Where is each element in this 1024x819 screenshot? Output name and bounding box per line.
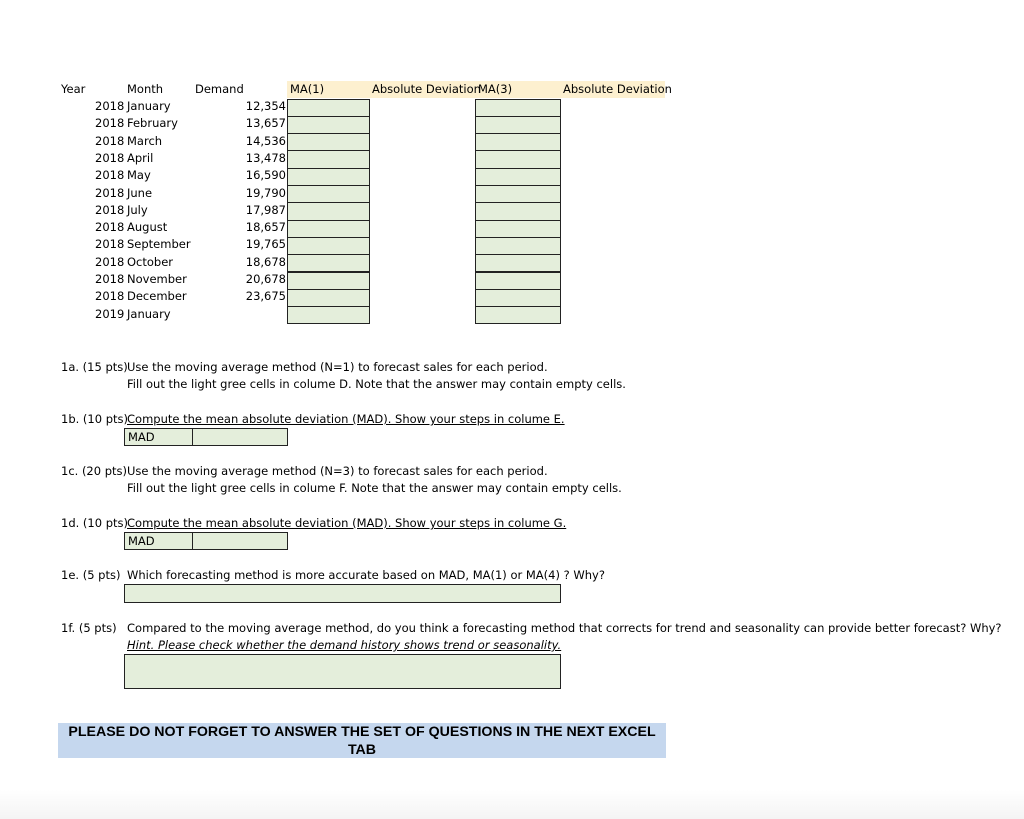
row-month: March bbox=[127, 133, 163, 148]
row-demand: 13,478 bbox=[245, 150, 286, 165]
header-abs-dev-1: Absolute Deviation bbox=[372, 82, 481, 96]
q1e-text: Which forecasting method is more accurate based on MAD, MA(1) or MA(4) ? Why? bbox=[127, 568, 605, 582]
ma3-input-cell[interactable] bbox=[475, 289, 561, 307]
row-demand: 23,675 bbox=[245, 289, 286, 304]
ma3-input-cell[interactable] bbox=[475, 272, 561, 290]
header-year: Year bbox=[61, 82, 86, 96]
row-month: September bbox=[127, 237, 191, 252]
ma1-input-cell[interactable] bbox=[287, 220, 370, 238]
row-demand: 19,765 bbox=[245, 237, 286, 252]
q1c-text: Use the moving average method (N=3) to forecast sales for each period. bbox=[127, 464, 548, 478]
row-year: 2018 bbox=[95, 237, 125, 252]
q1d-text: Compute the mean absolute deviation (MAD). Show your steps in colume G. bbox=[127, 516, 567, 530]
row-month: February bbox=[127, 116, 178, 131]
reminder-banner bbox=[58, 723, 666, 758]
ma1-input-cell[interactable] bbox=[287, 272, 370, 290]
ma1-input-cell[interactable] bbox=[287, 202, 370, 220]
banner-line-1: PLEASE DO NOT FORGET TO ANSWER THE SET OF QUESTIONS IN THE NEXT EXCEL bbox=[68, 724, 656, 740]
header-demand: Demand bbox=[195, 82, 244, 96]
row-year: 2018 bbox=[95, 289, 125, 304]
page-bottom-edge bbox=[0, 790, 1024, 819]
ma1-input-cell[interactable] bbox=[287, 150, 370, 168]
row-month: October bbox=[127, 254, 174, 269]
row-year: 2019 bbox=[95, 306, 125, 321]
row-month: April bbox=[127, 150, 154, 165]
ma1-input-cell[interactable] bbox=[287, 289, 370, 307]
q1c-label: 1c. (20 pts) bbox=[61, 464, 128, 478]
row-year: 2018 bbox=[95, 168, 125, 183]
q1f-text: Compared to the moving average method, do you think a forecasting method that corrects for trend and seasonality can provide better forecast? Why? bbox=[127, 621, 1002, 635]
row-month: January bbox=[127, 99, 171, 113]
row-year: 2018 bbox=[95, 254, 125, 269]
ma3-input-cell[interactable] bbox=[475, 254, 561, 272]
ma3-input-cell[interactable] bbox=[475, 150, 561, 168]
header-ma1: MA(1) bbox=[290, 82, 325, 96]
row-month: August bbox=[127, 220, 168, 235]
row-month: June bbox=[127, 185, 153, 200]
row-year: 2018 bbox=[95, 202, 125, 217]
row-month: December bbox=[127, 289, 187, 304]
row-month: November bbox=[127, 272, 187, 286]
ma1-input-cell[interactable] bbox=[287, 133, 370, 151]
q1b-mad-input[interactable] bbox=[192, 428, 288, 446]
q1b-mad-label: MAD bbox=[124, 428, 193, 446]
ma3-input-cell[interactable] bbox=[475, 99, 561, 117]
row-demand: 20,678 bbox=[245, 272, 286, 286]
q1d-mad-label: MAD bbox=[124, 532, 193, 550]
q1b-text: Compute the mean absolute deviation (MAD). Show your steps in colume E. bbox=[127, 412, 565, 426]
q1a-label: 1a. (15 pts) bbox=[61, 360, 128, 374]
row-demand: 16,590 bbox=[245, 168, 286, 183]
q1f-answer-box[interactable] bbox=[124, 654, 561, 689]
header-month: Month bbox=[127, 82, 164, 96]
ma3-input-cell[interactable] bbox=[475, 116, 561, 134]
ma1-input-cell[interactable] bbox=[287, 168, 370, 186]
q1b-label: 1b. (10 pts) bbox=[61, 412, 128, 426]
ma3-input-cell[interactable] bbox=[475, 133, 561, 151]
ma3-input-cell[interactable] bbox=[475, 237, 561, 255]
ma3-input-cell[interactable] bbox=[475, 220, 561, 238]
q1a-text-2: Fill out the light gree cells in colume D. Note that the answer may contain empty cells. bbox=[127, 377, 626, 391]
ma1-input-cell[interactable] bbox=[287, 237, 370, 255]
row-year: 2018 bbox=[95, 272, 125, 286]
ma1-input-cell[interactable] bbox=[287, 99, 370, 117]
row-year: 2018 bbox=[95, 99, 125, 113]
ma1-input-cell[interactable] bbox=[287, 254, 370, 272]
row-year: 2018 bbox=[95, 150, 125, 165]
ma3-input-cell[interactable] bbox=[475, 306, 561, 324]
header-ma3: MA(3) bbox=[478, 82, 513, 96]
banner-line-2: TAB bbox=[347, 742, 377, 758]
q1d-mad-input[interactable] bbox=[192, 532, 288, 550]
row-demand: 18,657 bbox=[245, 220, 286, 235]
row-year: 2018 bbox=[95, 116, 125, 131]
ma1-input-cell[interactable] bbox=[287, 185, 370, 203]
row-demand: 17,987 bbox=[245, 202, 286, 217]
row-demand: 19,790 bbox=[245, 185, 286, 200]
q1c-text-2: Fill out the light gree cells in colume F. Note that the answer may contain empty cells. bbox=[127, 481, 622, 495]
ma3-input-cell[interactable] bbox=[475, 185, 561, 203]
q1e-label: 1e. (5 pts) bbox=[61, 568, 121, 582]
q1f-label: 1f. (5 pts) bbox=[61, 621, 117, 635]
row-year: 2018 bbox=[95, 220, 125, 235]
row-year: 2018 bbox=[95, 133, 125, 148]
q1a-text: Use the moving average method (N=1) to forecast sales for each period. bbox=[127, 360, 548, 374]
ma1-input-cell[interactable] bbox=[287, 306, 370, 324]
row-year: 2018 bbox=[95, 185, 125, 200]
header-abs-dev-2: Absolute Deviation bbox=[563, 82, 672, 96]
ma1-input-cell[interactable] bbox=[287, 116, 370, 134]
ma3-input-cell[interactable] bbox=[475, 202, 561, 220]
row-demand: 14,536 bbox=[245, 133, 286, 148]
row-demand: 18,678 bbox=[245, 254, 286, 269]
row-month: July bbox=[127, 202, 148, 217]
q1d-label: 1d. (10 pts) bbox=[61, 516, 128, 530]
row-demand: 12,354 bbox=[245, 99, 286, 113]
ma3-input-cell[interactable] bbox=[475, 168, 561, 186]
row-month: May bbox=[127, 168, 151, 183]
q1e-answer-box[interactable] bbox=[124, 584, 561, 603]
q1f-hint: Hint. Please check whether the demand history shows trend or seasonality. bbox=[127, 638, 562, 652]
row-demand: 13,657 bbox=[245, 116, 286, 131]
row-month: January bbox=[127, 306, 171, 321]
